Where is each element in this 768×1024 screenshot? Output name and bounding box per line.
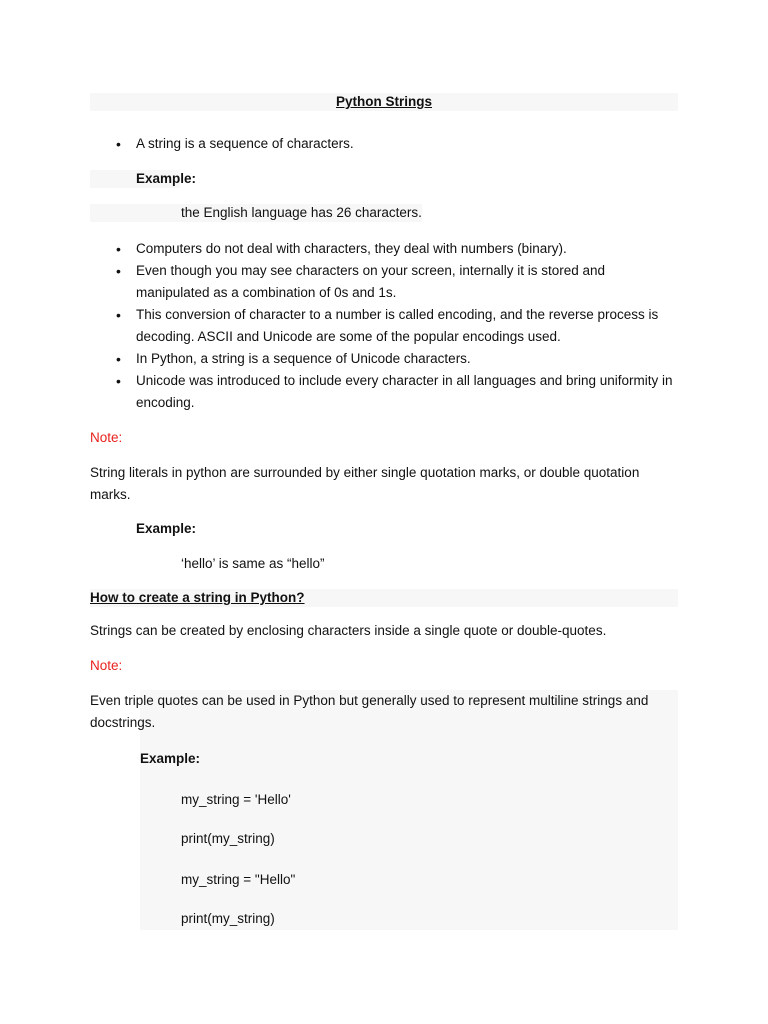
note-text: Even triple quotes can be used in Python but generally used to represent multiline strings and docstrings. [90,693,649,730]
bullet-list-1 [136,133,676,155]
note-label: Note: [90,658,123,673]
list-item: • This conversion of character to a number is called encoding, and the reverse process is decoding. ASCII and Unicode are some of the popular encodings used. [136,304,678,348]
list-item: • Even though you may see characters on your screen, internally it is stored and manipulated as a combination of 0s and 1s. [136,260,678,304]
page-title: Python Strings [335,94,432,109]
note-label: Note: [90,430,123,445]
example-label: Example: [136,521,197,536]
code-line: print(my_string) [181,911,275,926]
bullet-list-2 [136,238,678,414]
code-line: print(my_string) [181,831,275,846]
list-item: • Computers do not deal with characters, they deal with numbers (binary). [136,238,678,260]
list-item: • In Python, a string is a sequence of Unicode characters. [136,348,678,370]
code-line: my_string = 'Hello' [181,792,291,807]
example-label: Example: [140,751,201,766]
section-heading: How to create a string in Python? [90,590,305,605]
body-text: Strings can be created by enclosing characters inside a single quote or double-quotes. [90,623,607,638]
note-text: String literals in python are surrounded by either single quotation marks, or double quotation marks. [90,465,640,502]
code-line: my_string = "Hello" [181,872,296,887]
example-label: Example: [136,171,197,186]
list-item: • A string is a sequence of characters. [136,133,676,155]
example-text: the English language has 26 characters. [181,205,422,220]
list-item: • Unicode was introduced to include every character in all languages and bring uniformity in encoding. [136,370,678,414]
example-text: ‘hello’ is same as “hello” [181,556,325,571]
